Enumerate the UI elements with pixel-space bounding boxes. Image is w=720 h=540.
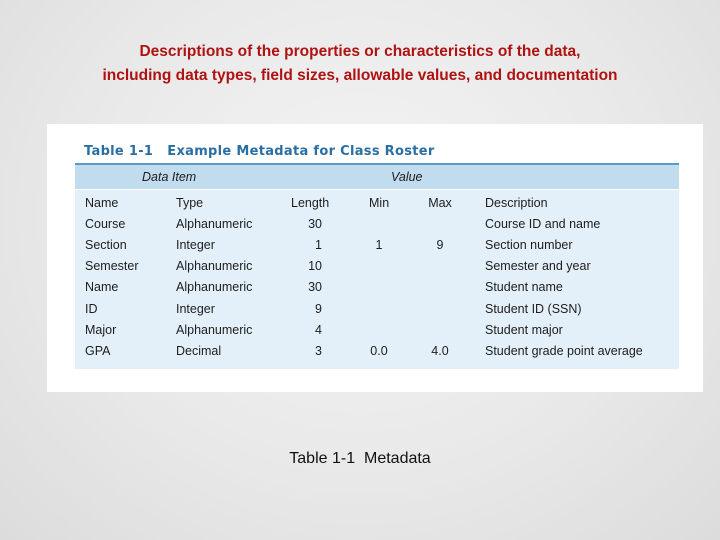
cell-min: 1 xyxy=(375,238,383,252)
cell-max: 9 xyxy=(436,238,444,252)
slide-title-line-1: Descriptions of the properties or characteristics of the data, xyxy=(139,43,581,60)
table-figure xyxy=(47,124,703,392)
cell-type: Alphanumeric xyxy=(176,323,253,337)
table-row xyxy=(75,302,679,323)
group-header-value: Value xyxy=(391,170,423,184)
table-number: Table 1-1 xyxy=(84,144,154,159)
group-header-row xyxy=(75,165,679,190)
cell-description: Student major xyxy=(485,323,563,337)
column-header-name: Name xyxy=(85,196,119,210)
table-row xyxy=(75,238,679,259)
cell-length: 30 xyxy=(308,280,322,294)
cell-type: Alphanumeric xyxy=(176,280,253,294)
cell-name: Name xyxy=(85,280,119,294)
cell-name: Semester xyxy=(85,259,139,273)
cell-name: Major xyxy=(85,323,117,337)
slide-caption: Table 1-1 Metadata xyxy=(289,450,431,467)
cell-description: Student name xyxy=(485,280,563,294)
table-row xyxy=(75,259,679,280)
cell-name: GPA xyxy=(85,344,111,358)
cell-length: 4 xyxy=(315,323,322,337)
cell-name: Course xyxy=(85,217,126,231)
column-header-min: Min xyxy=(369,196,390,210)
column-header-type: Type xyxy=(176,196,204,210)
cell-description: Student grade point average xyxy=(485,344,643,358)
cell-description: Semester and year xyxy=(485,259,591,273)
cell-max: 4.0 xyxy=(431,344,449,358)
slide-title-line-2: including data types, field sizes, allowable values, and documentation xyxy=(102,67,618,84)
cell-length: 10 xyxy=(308,259,322,273)
cell-type: Alphanumeric xyxy=(176,259,253,273)
table-row xyxy=(75,344,679,365)
cell-description: Student ID (SSN) xyxy=(485,302,582,316)
table-row xyxy=(75,323,679,344)
cell-description: Course ID and name xyxy=(485,217,601,231)
table-title: Example Metadata for Class Roster xyxy=(167,144,435,159)
cell-length: 3 xyxy=(315,344,322,358)
group-header-data-item: Data Item xyxy=(142,170,197,184)
cell-name: ID xyxy=(85,302,98,316)
cell-type: Alphanumeric xyxy=(176,217,253,231)
column-header-length: Length xyxy=(291,196,330,210)
table-heading xyxy=(84,144,435,159)
column-header-description: Description xyxy=(485,196,548,210)
slide-title xyxy=(0,40,720,88)
cell-name: Section xyxy=(85,238,127,252)
cell-type: Integer xyxy=(176,302,215,316)
cell-length: 30 xyxy=(308,217,322,231)
cell-min: 0.0 xyxy=(370,344,388,358)
table-row xyxy=(75,217,679,238)
table-row xyxy=(75,280,679,301)
cell-type: Integer xyxy=(176,238,215,252)
cell-length: 9 xyxy=(315,302,322,316)
cell-length: 1 xyxy=(315,238,322,252)
metadata-table xyxy=(75,165,679,369)
column-header-row xyxy=(75,196,679,214)
column-header-max: Max xyxy=(428,196,452,210)
cell-type: Decimal xyxy=(176,344,222,358)
cell-description: Section number xyxy=(485,238,573,252)
